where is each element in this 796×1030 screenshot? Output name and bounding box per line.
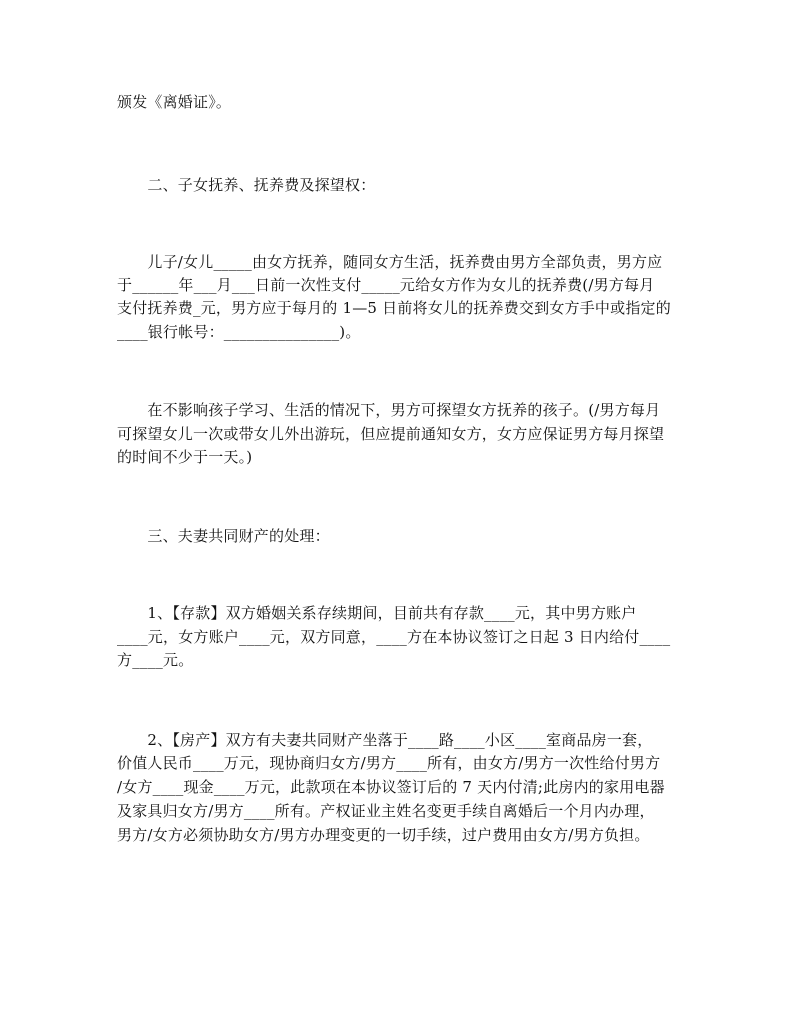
section-heading: 三、夫妻共同财产的处理： [117, 527, 330, 545]
text-line: 颁发《离婚证》。 [117, 93, 232, 111]
text-line: /女方____现金____万元，此款项在本协议签订后的 7 天内付清;此房内的家用电器 [117, 778, 665, 796]
text-line: 价值人民币____万元，现协商归女方/男方____所有，由女方/男方一次性给付男方 [117, 754, 661, 772]
text-line: 可探望女儿一次或带女儿外出游玩，但应提前通知女方，女方应保证男方每月探望 [117, 425, 665, 443]
text-line: ____银行帐号：_______________)。 [117, 323, 361, 341]
section-heading: 二、子女抚养、抚养费及探望权： [117, 176, 376, 194]
text-line: 于______年___月___日前一次性支付_____元给女方作为女儿的抚养费(/男方每月 [117, 276, 655, 294]
text-line: 男方/女方必须协助女方/男方办理变更的一切手续，过户费用由女方/男方负担。 [117, 826, 650, 844]
text-line: 支付抚养费_元，男方应于每月的 1—5 日前将女儿的抚养费交到女方手中或指定的 [117, 299, 671, 317]
text-line: 在不影响孩子学习、生活的情况下，男方可探望女方抚养的孩子。(/男方每月 [117, 401, 661, 419]
text-line: 的时间不少于一天。) [117, 448, 253, 466]
text-line: 2、【房产】双方有夫妻共同财产坐落于____路____小区____室商品房一套， [117, 731, 653, 749]
text-line: 及家具归女方/男方____所有。产权证业主姓名变更手续自离婚后一个月内办理， [117, 802, 655, 820]
text-line: ____元，女方账户____元，双方同意，____方在本协议签订之日起 3 日内给付____ [117, 628, 671, 646]
text-line: 1、【存款】双方婚姻关系存续期间，目前共有存款____元，其中男方账户 [117, 604, 637, 622]
text-line: 儿子/女儿_____由女方抚养，随同女方生活，抚养费由男方全部负责，男方应 [117, 253, 663, 271]
text-line: 方____元。 [117, 651, 194, 669]
